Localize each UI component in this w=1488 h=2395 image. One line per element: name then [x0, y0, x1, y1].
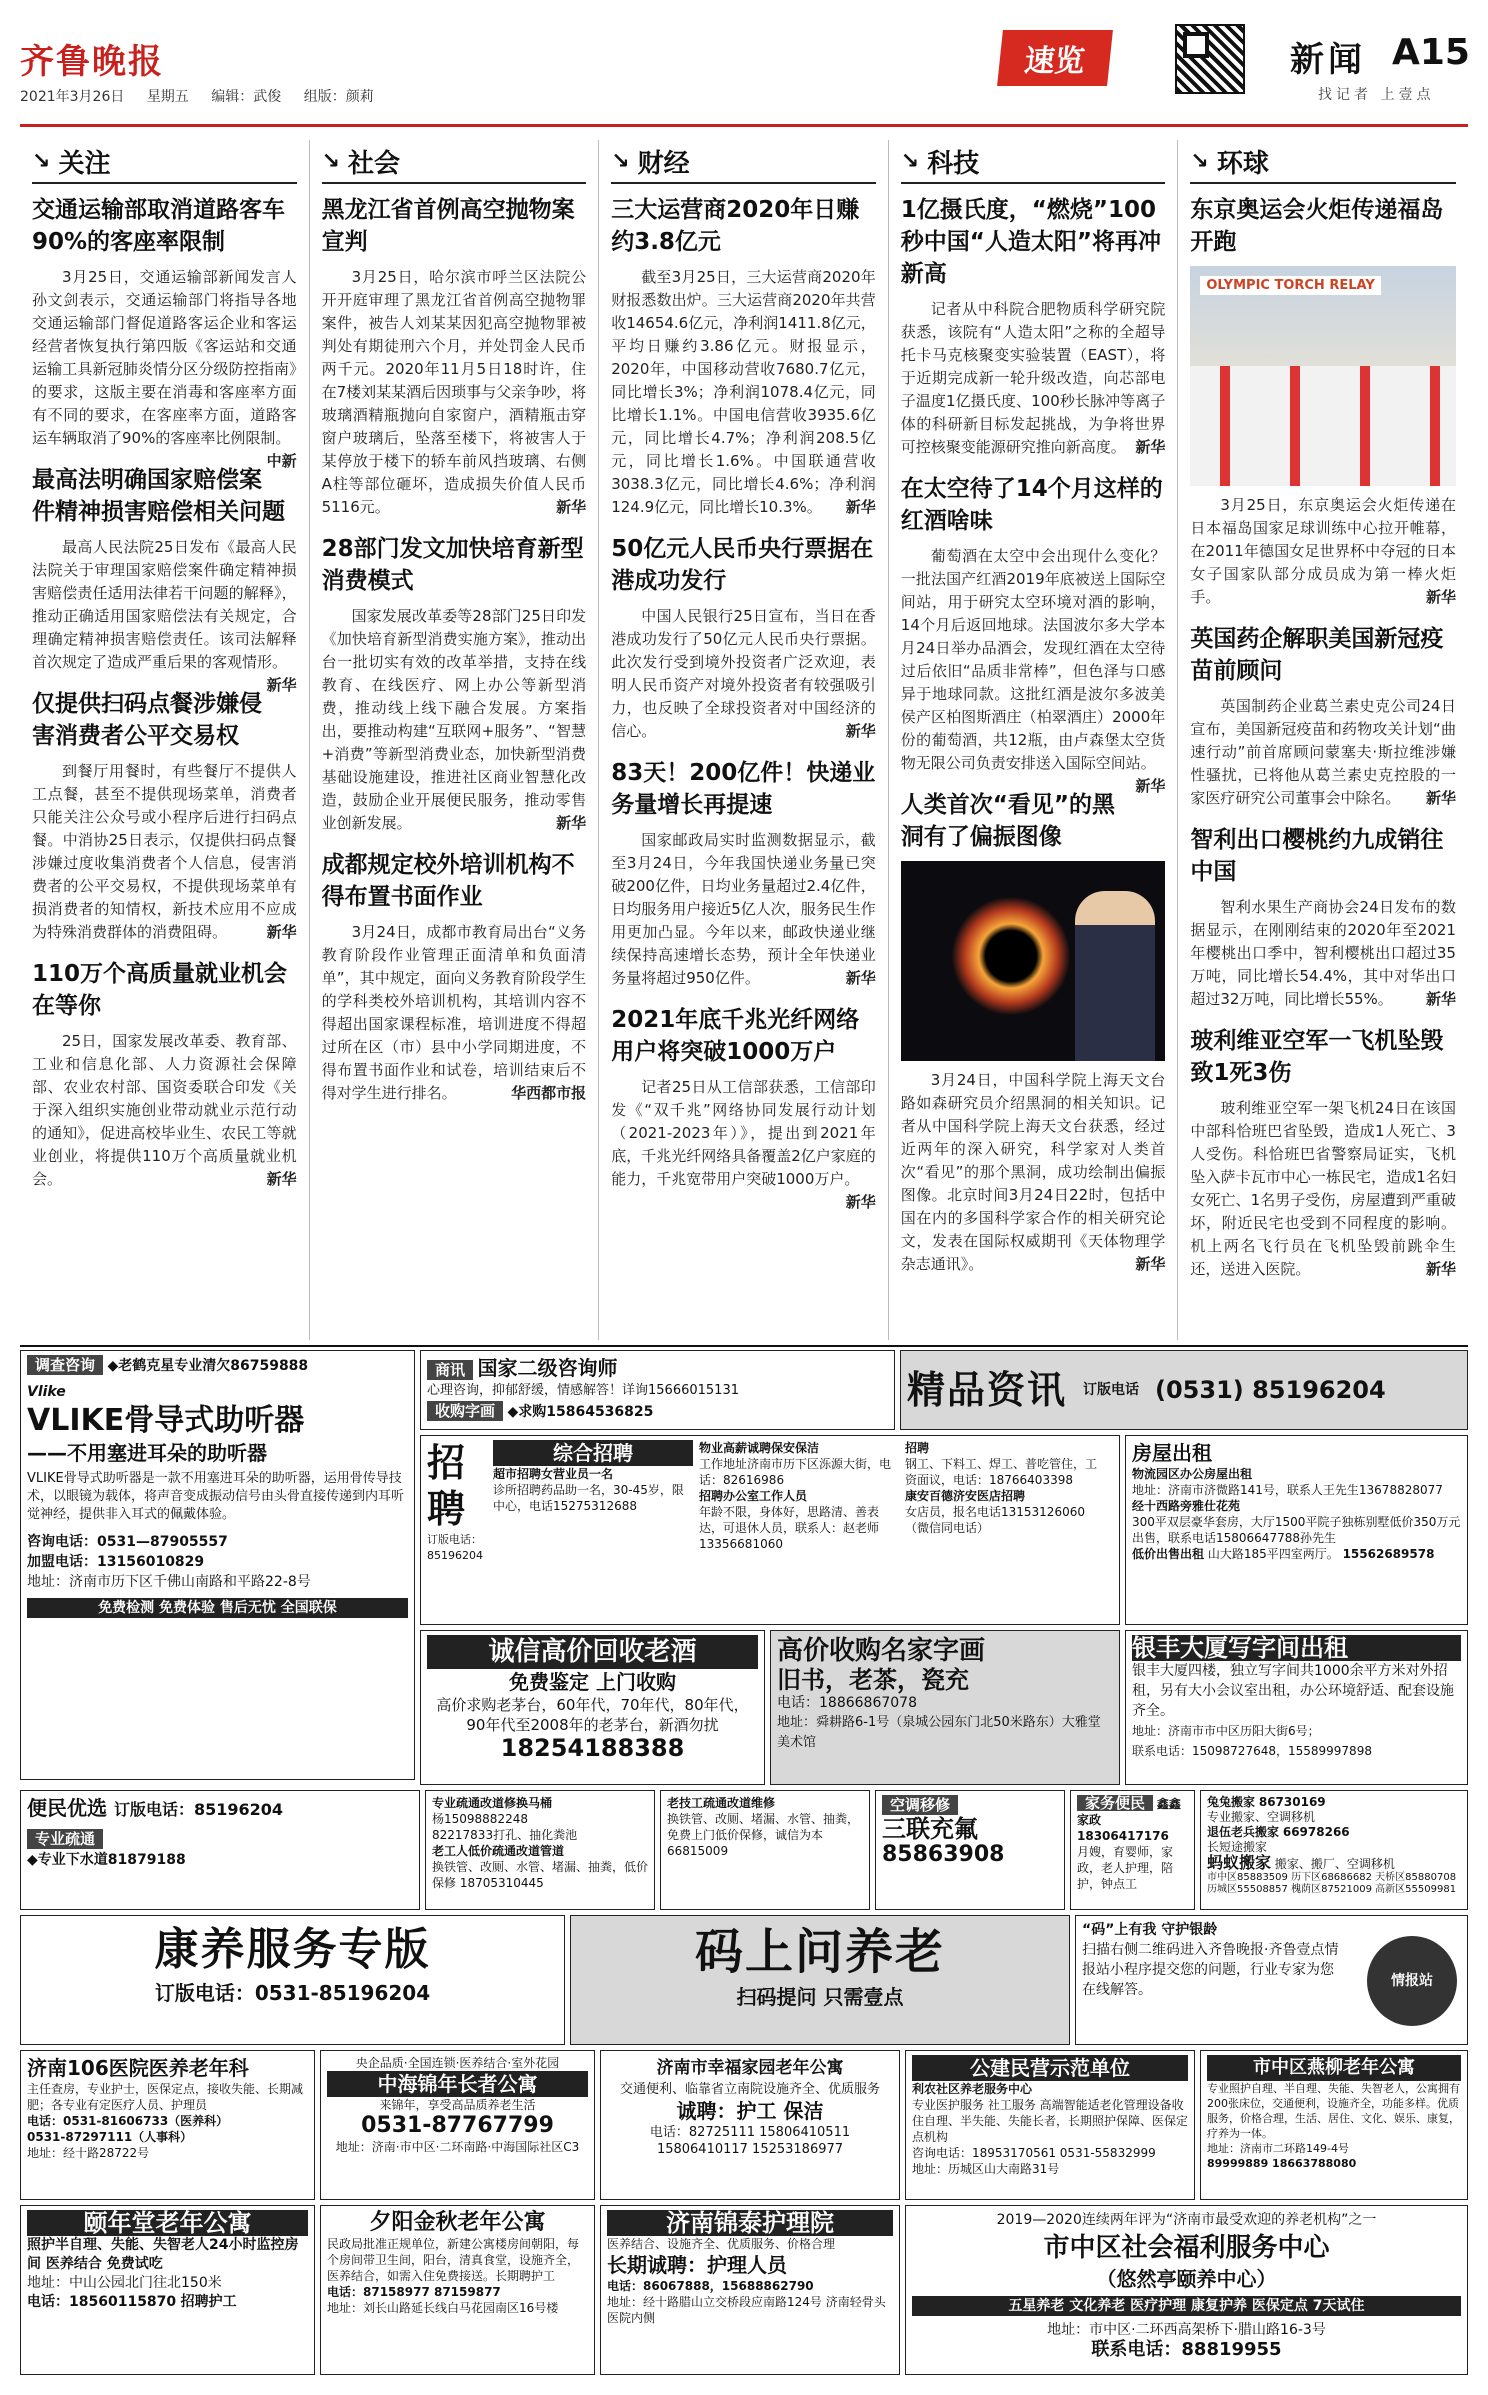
ad-recruit: 招聘护工	[180, 2294, 237, 2310]
ad-item-desc: 300平双层豪华套房，大厅1500平院子独栋别墅低价350万元出售，联系电话15806647788孙先生	[1132, 1515, 1461, 1545]
page-number: A15	[1392, 32, 1470, 73]
article	[611, 1004, 876, 1211]
ad-phone-label: 订版电话	[1083, 1382, 1140, 1398]
column-world	[1178, 140, 1468, 1340]
ad-title: 精品资讯	[907, 1368, 1068, 1412]
ad-phone: 订版电话：0531-85196204	[154, 1981, 431, 2005]
ad-sub: 收购字画 ◆求购15864536825	[427, 1401, 888, 1422]
article-headline[interactable]: 110万个高质量就业机会在等你	[32, 961, 288, 1019]
article-headline[interactable]: 1亿摄氏度，“燃烧”100秒中国“人造太阳”将再冲新高	[900, 197, 1162, 287]
ad-desc: 月嫂，育婴师，家政，老人护理，陪护，钟点工	[1077, 1845, 1174, 1891]
ad-desc: 长短途搬家	[1207, 1840, 1268, 1854]
ad-desc: VLIKE骨导式助听器是一款不用塞进耳朵的助听器，运用骨传导技术，以眼镜为载体，将声音变成振动信号由头骨直接传递到内耳听觉神经，提供非入耳式的佩戴体验。	[27, 1471, 405, 1522]
section-name: 新闻	[1290, 40, 1366, 80]
photo-banner: OLYMPIC TORCH RELAY	[1200, 276, 1380, 295]
article	[322, 194, 587, 519]
ad-title: 济南市幸福家园老年公寓	[656, 2058, 844, 2078]
article-headline[interactable]: 2021年底千兆光纤网络用户将突破1000万户	[611, 1007, 860, 1065]
article-headline[interactable]: 83天！200亿件！快递业务量增长再提速	[611, 760, 876, 818]
ad-title: 颐年堂老年公寓	[27, 2210, 308, 2236]
ad-desc: 专业医护服务 社工服务 高端智能适老化管理设备收住自理、半失能、失能长者，长期照护保障、医保定点机构	[912, 2098, 1189, 2144]
ad-office-rental[interactable]	[1125, 1630, 1468, 1785]
article-body: 25日，国家发展改革委、教育部、工业和信息化部、人力资源社会保障部、农业农村部、国资委联合印发《关于深入组织实施创业带动就业示范行动的通知》，促进高校毕业生、农民工等就业创业，将提供110万个高质量就业机会。 新华	[32, 1030, 297, 1191]
article-body: 中国人民银行25日宣布，当日在香港成功发行了50亿元人民币央行票据。此次发行受到境外投资者广泛欢迎，表明人民币资产对境外投资者有较强吸引力，也反映了全球投资者对中国经济的信心。 新华	[611, 605, 876, 743]
ad-tags: 央企品质·全国连锁·医养结合·室外花园	[355, 2056, 560, 2070]
newspaper-logo: 齐鲁晚报	[20, 42, 164, 82]
ad-subtitle: 旧书，老茶，瓷充	[777, 1666, 969, 1694]
ad-phone: 联系电话：88819955	[1091, 2339, 1282, 2360]
article-body: 到餐厅用餐时，有些餐厅不提供人工点餐，甚至不提供现场菜单，消费者只能关注公众号或小程序后进行扫码点餐。中消协25日表示，仅提供扫码点餐涉嫌过度收集消费者个人信息，侵害消费者的公平交易权，不提供现场菜单有损消费者的知情权，新技术应用不应成为特殊消费群体的消费阻碍。 新华	[32, 760, 297, 944]
article-headline[interactable]: 仅提供扫码点餐涉嫌侵害消费者公平交易权	[32, 691, 262, 749]
ad-address: 地址：济南市二环路149-4号	[1207, 2142, 1349, 2155]
ad-title: 国家二级咨询师	[477, 1356, 618, 1380]
ad-phone: (0531) 85196204	[1155, 1376, 1386, 1404]
article-headline[interactable]: 玻利维亚空军一飞机坠毁致1死3伤	[1190, 1028, 1444, 1086]
article-body: 3月24日，中国科学院上海天文台路如森研究员介绍黑洞的相关知识。记者从中国科学院上海天文台获悉，经过近两年的深入研究，科学家对人类首次“看见”的那个黑洞，成功绘制出偏振图像。北京时间3月24日22时，包括中国在内的多国科学家合作的相关研究论文，发表在国际权威期刊《天体物理学杂志通讯》。 新华	[901, 1069, 1166, 1276]
article-body: 记者从中科院合肥物质科学研究院获悉，该院有“人造太阳”之称的全超导托卡马克核聚变实验装置（EAST），将于近期完成新一轮升级改造，向芯部电子温度1亿摄氏度、100秒长脉冲等离子体的科研新目标发起挑战，为争将世界可控核聚变能源研究推向新高度。 新华	[901, 298, 1166, 459]
ad-gongjian[interactable]	[905, 2050, 1195, 2200]
article-headline[interactable]: 东京奥运会火炬传递福岛开跑	[1190, 197, 1444, 255]
article-body: 智利水果生产商协会24日发布的数据显示，在刚刚结束的2020年至2021年樱桃出口季中，智利樱桃出口超过35万吨，同比增长54.4%，其中对华出口超过32万吨，同比增长55%。 新华	[1190, 896, 1456, 1011]
ad-desc: 民政局批准正规单位，新建公寓楼房间朝阳，每个房间带卫生间，阳台，清真食堂，设施齐全，医养结合，如需入住免费接送。长期聘护工	[327, 2237, 580, 2283]
runners-figure	[1190, 366, 1456, 486]
ad-phone: 0531-87297111（人事科）	[27, 2130, 193, 2144]
ad-phone: 66978266	[1282, 1825, 1350, 1839]
article	[1190, 623, 1456, 810]
ad-title: VLIKE骨导式助听器	[27, 1403, 305, 1438]
ad-address: 地址：经十路28722号	[27, 2146, 150, 2160]
ad-ac[interactable]	[875, 1790, 1065, 1910]
ad-title: 招聘	[427, 1441, 468, 1531]
article-body: 3月25日，东京奥运会火炬传递在日本福岛国家足球训练中心拉开帷幕，在2011年德国女足世界杯中夺冠的日本女子国家队部分成员成为第一棒火炬手。 新华	[1190, 494, 1456, 609]
ad-subtitle: 利农社区养老服务中心	[912, 2082, 1033, 2096]
black-hole-image	[951, 896, 1071, 1016]
ad-item-title: 老工人低价疏通改道管道	[432, 1844, 565, 1858]
ad-phone: 18254188388	[500, 1734, 685, 1762]
ad-label: 空调移修	[882, 1795, 958, 1815]
ad-phone: 咨询电话：18953170561 0531-55832999	[912, 2146, 1156, 2160]
article-headline[interactable]: 在太空待了14个月这样的红酒啥味	[900, 476, 1163, 534]
ad-item-desc: 山大路185平四室两厅。	[1207, 1547, 1339, 1561]
article-source: 新华	[845, 722, 876, 740]
article-body: 最高人民法院25日发布《最高人民法院关于审理国家赔偿案件确定精神损害赔偿责任适用法律若干问题的解释》，推动正确适用国家赔偿法有关规定，合理确定精神损害赔偿责任。该司法解释首次规定了造成严重后果的客观情形。 新华	[32, 536, 297, 674]
ad-phone: 电话：86067888，15688862790	[607, 2279, 814, 2293]
editor: 编辑：武俊	[211, 89, 282, 105]
article-body: 玻利维亚空军一架飞机24日在该国中部科恰班巴省坠毁，造成1人死亡、3人受伤。科恰班巴省警察局证实，飞机坠入萨卡瓦市中心一栋民宅，造成1名妇女死亡、1名男子受伤，房屋遭到严重破坏，附近民宅也受到不同程度的影响。机上两名飞行员在飞机坠毁前跳伞生还，送进入医院。 新华	[1190, 1097, 1456, 1281]
ad-item-desc: 82217833打孔、抽化粪池	[432, 1828, 578, 1842]
article-source: 新华	[556, 814, 587, 832]
ad-address: 地址：舜耕路6-1号（泉城公园东门北50米路东）大雅堂美术馆	[777, 1715, 1101, 1750]
ad-title: 房屋出租	[1132, 1441, 1212, 1465]
article-headline[interactable]: 智利出口樱桃约九成销往中国	[1190, 827, 1444, 885]
article-body: 国家邮政局实时监测数据显示，截至3月24日，今年我国快递业务量已突破200亿件，日均业务量超过2.4亿件，日均服务用户接近5亿人次，服务民生作用更加凸显。今年以来，邮政快递业继续保持高速增长态势，预计全年快递业务量将超过950亿件。 新华	[611, 829, 876, 990]
black-hole-photo	[901, 861, 1166, 1061]
article	[1190, 194, 1456, 609]
torch-relay-photo	[1190, 266, 1456, 486]
ad-item-title: 招聘	[905, 1441, 930, 1455]
article-source: 新华	[1425, 1260, 1456, 1278]
ad-consult[interactable]	[420, 1350, 895, 1430]
article-headline[interactable]: 英国药企解职美国新冠疫苗前顾问	[1190, 626, 1444, 684]
column-title: 财经	[637, 148, 690, 179]
ad-item-title: 老技工疏通改道维修	[667, 1796, 776, 1810]
ad-zhonghai[interactable]	[320, 2050, 595, 2200]
article-source: 新华	[1425, 588, 1456, 606]
ad-label: 商讯	[427, 1360, 473, 1380]
column-focus	[20, 140, 310, 1340]
ad-tags: 五星养老 文化养老 医疗护理 康复护养 医保定点 7天试住	[912, 2296, 1461, 2316]
article-source: 新华	[845, 1193, 876, 1211]
article-source: 新华	[1425, 789, 1456, 807]
ad-desc: 高价求购老茅台，60年代，70年代，80年代，90年代至2008年的老茅台，新酒勿扰	[436, 1696, 749, 1734]
article-body: 英国制药企业葛兰素史克公司24日宣布，美国新冠疫苗和药物攻关计划“曲速行动”前首席顾问蒙塞夫·斯拉维涉嫌性骚扰，已将他从葛兰素史克控股的一家医疗研究公司董事会中除名。 新华	[1190, 695, 1456, 810]
ad-item-title: 专业疏通改道修换马桶	[432, 1796, 553, 1810]
article-source: 新华	[1135, 1255, 1166, 1273]
ad-address: 地址：刘长山路延长线白马花园南区16号楼	[327, 2301, 559, 2315]
column-header	[901, 140, 1166, 184]
article-source: 新华	[1135, 438, 1166, 456]
article-source: 新华	[1135, 777, 1166, 795]
ad-title: 中海锦年长者公寓	[327, 2071, 588, 2097]
news-columns	[20, 140, 1468, 1340]
ad-xiyang[interactable]	[320, 2205, 595, 2375]
ad-address: 地址：济南市市中区历阳大街6号；	[1132, 1724, 1320, 1738]
ad-item-desc: 女店员，报名电话13153126060（微信同电话）	[905, 1505, 1085, 1535]
ad-item-desc: 换铁管、改厕、水管、堵漏、抽粪，低价保修 18705310445	[432, 1860, 649, 1890]
column-title: 社会	[348, 148, 401, 179]
article-headline[interactable]: 人类首次“看见”的黑洞有了偏振图像	[900, 792, 1116, 850]
ad-recruit: 诚聘：护工 保洁	[676, 2099, 824, 2123]
ad-label: 家务便民	[1077, 1795, 1153, 1811]
arrow-icon: ↘	[321, 148, 341, 174]
ad-premium[interactable]	[900, 1350, 1468, 1430]
ad-home[interactable]	[1070, 1790, 1195, 1910]
arrow-icon: ↘	[1190, 148, 1209, 174]
ad-elderly-banner[interactable]	[20, 1915, 565, 2045]
article-body: 截至3月25日，三大运营商2020年财报悉数出炉。三大运营商2020年共营收14654.6亿元，净利润1411.8亿元，平均日赚约3.86亿元。财报显示，2020年，中国移动营收7680.7亿元，同比增长3%；净利润1078.4亿元，同比增长1.1%。中国电信营收3935.6亿元，同比增长4.7%；净利润208.5亿元，同比增长1.6%。中国联通营收3038.3亿元，同比增长4.6%；净利润124.9亿元，同比增长10.3%。 新华	[611, 266, 876, 519]
article-headline[interactable]: 交通运输部取消道路客车90%的客座率限制	[32, 197, 285, 255]
ad-title: 兔兔搬家	[1207, 1795, 1256, 1809]
ad-title: 市中区社会福利服务中心	[1043, 2233, 1330, 2263]
ad-award: 2019—2020连续两年评为“济南市最受欢迎的养老机构”之一	[996, 2212, 1377, 2228]
ad-phone: 订版电话：85196204	[427, 1533, 483, 1562]
article	[1190, 1025, 1456, 1281]
ad-title: 银丰大厦写字间出租	[1132, 1635, 1461, 1661]
ad-desc: 照护半自理、失能、失智老人24小时监控房间 医养结合 免费试吃	[27, 2237, 299, 2272]
ad-label: 调查咨询 ◆老鹤克星专业清欠86759888	[27, 1355, 408, 1376]
article	[611, 533, 876, 743]
column-header	[322, 140, 587, 184]
arrow-icon: ↘	[611, 148, 630, 174]
ad-title: 码上问养老	[694, 1924, 945, 1980]
ad-hospital-106[interactable]	[20, 2050, 315, 2200]
layout-editor: 组版：颜莉	[303, 89, 374, 105]
article-body: 记者25日从工信部获悉，工信部印发《“双千兆”网络协同发展行动计划（2021-2023年）》，提出到2021年底，千兆光纤网络具备覆盖2亿户家庭的能力，千兆宽带用户突破1000万户。 新华	[611, 1076, 876, 1191]
article-source: 新华	[845, 969, 876, 987]
ad-title: 公建民营示范单位	[912, 2055, 1188, 2081]
ad-desc: 专业搬家、空调移机	[1207, 1810, 1316, 1824]
ad-slogan: ——不用塞进耳朵的助听器	[27, 1441, 267, 1465]
ad-subtitle: 来锦年，享受高品质养老生活	[379, 2098, 536, 2112]
arrow-icon: ↘	[32, 148, 51, 174]
column-header	[611, 140, 876, 184]
ad-item-desc: 钢工、下料工、焊工、普吃管住，工资面议，电话：18766403398	[905, 1457, 1098, 1487]
article	[32, 958, 297, 1191]
article	[32, 464, 297, 694]
ad-desc: 主任查房，专业护士，医保定点，接收失能、长期减肥；各专业有定医疗人员、护理员	[27, 2082, 304, 2112]
ad-title: 蚂蚁搬家	[1207, 1853, 1272, 1872]
ad-subtitle: 综合招聘	[493, 1440, 693, 1466]
article-headline[interactable]: 50亿元人民币央行票据在港成功发行	[611, 536, 874, 594]
article	[611, 194, 876, 519]
article-source: 新华	[1425, 990, 1456, 1008]
header-rule	[20, 124, 1468, 127]
ad-recruit[interactable]	[420, 1435, 1120, 1625]
ad-item-title: 超市招聘女营业员一名	[493, 1467, 614, 1481]
ad-desc: 扫描右侧二维码进入齐鲁晚报·齐鲁壹点情报站小程序提交您的问题，行业专家为您在线解答。	[1082, 1942, 1339, 1998]
column-society	[310, 140, 600, 1340]
ad-item-desc: 诊所招聘药品助一名，30-45岁，限中心，电话15275312688	[493, 1483, 684, 1513]
column-tech	[889, 140, 1179, 1340]
issue-meta	[20, 86, 392, 106]
ad-desc: 专业照护自理、半自理、失能、失智老人，公寓拥有200张床位，交通便利，设施齐全，功能多样。优质服务，价格合理，生活、居住、文化、娱乐、康复，疗养为一体。	[1207, 2082, 1460, 2140]
ad-slogan: “码”上有我 守护银龄	[1082, 1922, 1218, 1938]
article	[901, 789, 1166, 1276]
article-headline[interactable]: 28部门发文加快培育新型消费模式	[321, 536, 584, 594]
ad-footer: 免费检测 免费体验 售后无忧 全国联保	[27, 1598, 408, 1618]
ad-item-title: 物业高薪诚聘保安保洁	[699, 1441, 820, 1455]
ad-phone: 加盟电话：13156010829	[27, 1554, 205, 1570]
article-body: 国家发展改革委等28部门25日印发《加快培育新型消费实施方案》，推动出台一批切实有效的改革举措，支持在线教育、在线医疗、网上办公等新型消费，推动线上线下融合发展。方案指出，要推动构建“互联网+服务”、“智慧+消费”等新型消费业态，加快新型消费基础设施建设，推进社区商业智慧化改造，鼓励企业开展便民服务，推动零售业创新发展。 新华	[322, 605, 587, 835]
ad-code-desc[interactable]	[1075, 1915, 1468, 2045]
article	[322, 849, 587, 1105]
ad-phone: 杨15098882248	[432, 1812, 528, 1826]
ad-moving[interactable]	[1200, 1790, 1468, 1910]
article	[322, 533, 587, 835]
article-headline[interactable]: 三大运营商2020年日赚约3.8亿元	[611, 197, 860, 255]
issue-weekday: 星期五	[146, 89, 189, 105]
article-source: 新华	[266, 1170, 297, 1188]
ad-recruit: 长期诚聘：护理人员	[607, 2253, 787, 2277]
ad-title: 济南106医院医养老年科	[27, 2056, 249, 2080]
ad-divider	[20, 1345, 1468, 1347]
article-source: 华西都市报	[511, 1084, 587, 1102]
ad-phone: ◆专业下水道81879188	[27, 1852, 186, 1868]
ad-phone: 0531-87767799	[361, 2113, 554, 2138]
article-body: 3月25日，交通运输部新闻发言人孙文剑表示，交通运输部门将指导各地交通运输部门督促道路客运企业和客运经营者恢复执行第四版《客运站和交通运输工具新冠肺炎情分区分级防控指南》的要求，这版主要在消毒和客座率方面有不同的要求，在客座率方面，道路客运车辆取消了90%的客座率比例限制。 中新	[32, 266, 297, 450]
ad-yinian[interactable]	[20, 2205, 315, 2375]
article	[901, 194, 1166, 459]
ad-item-desc: 年龄不限，身体好，思路清、善表达，可退休人员，联系人：赵老师 13356681060	[699, 1505, 880, 1551]
ad-address: 地址：市中区·二环西高架桥下·腊山路16-3号	[1047, 2322, 1326, 2338]
article-source: 新华	[845, 498, 876, 516]
ad-old-worker[interactable]	[660, 1790, 870, 1910]
article-body: 葡萄酒在太空中会出现什么变化？一批法国产红酒2019年底被送上国际空间站，用于研究太空环境对酒的影响，14个月后返回地球。法国波尔多大学本月24日举办品酒会，发现红酒在太空待过后依旧“品质非常棒”，但色泽与口感异于地球同款。这批红酒是波尔多波美侯产区柏图斯酒庄（柏翠酒庄）2000年份的葡萄酒，共12瓶，由卢森堡太空货物无限公司负责安排送入国际空间站。 新华	[901, 545, 1166, 775]
article-source: 新华	[266, 676, 297, 694]
ad-title: 退伍老兵搬家	[1207, 1825, 1280, 1839]
ad-xingfu[interactable]	[600, 2050, 900, 2200]
info-station-icon: 情报站	[1367, 1936, 1457, 2026]
article-headline[interactable]: 黑龙江省首例高空抛物案宣判	[321, 197, 575, 255]
ad-title: 夕阳金秋老年公寓	[369, 2210, 546, 2235]
ad-title: 诚信高价回收老酒	[427, 1635, 758, 1669]
ad-item-desc: 地址：济南市济微路141号，联系人王先生13678828077	[1132, 1483, 1443, 1497]
ad-item-title: 康安百德济安医店招聘	[905, 1489, 1026, 1503]
ad-jintai[interactable]	[600, 2205, 900, 2375]
ad-phone: 电话：87158977 87159877	[327, 2285, 501, 2299]
column-title: 环球	[1216, 148, 1269, 179]
ad-address: 地址：济南市历下区千佛山南路和平路22-8号	[27, 1574, 311, 1590]
ad-phone: 联系电话：15098727648，15589997898	[1132, 1744, 1372, 1758]
ad-phone: 85863908	[882, 1842, 1005, 1867]
ad-item-title: 低价出售出租	[1132, 1547, 1205, 1561]
ad-item-title: 物流园区办公房屋出租	[1132, 1467, 1253, 1481]
arrow-icon: ↘	[900, 148, 920, 174]
ad-phone: 86730169	[1258, 1795, 1326, 1809]
ad-subtitle: 扫码提问 只需壹点	[736, 1985, 904, 2009]
column-title: 科技	[927, 148, 980, 179]
ad-title: 康养服务专版	[154, 1924, 431, 1975]
ad-title: 便民优选 订版电话：85196204	[27, 1796, 284, 1820]
ad-code-elderly[interactable]	[570, 1915, 1070, 2045]
issue-date: 2021年3月26日	[20, 89, 125, 105]
ad-phone: 电话：82725111 15806410511 15806410117 15253186977	[649, 2125, 851, 2157]
ad-address: 地址：经十路腊山立交桥段应南路124号 济南轻骨头医院内侧	[607, 2295, 886, 2325]
ad-title: 济南锦泰护理院	[607, 2210, 893, 2236]
ad-desc: 交通便利、临靠省立南院设施齐全、优质服务	[619, 2082, 880, 2097]
ad-title: 三联充氟	[882, 1815, 978, 1843]
ad-desc: 银丰大厦四楼，独立写字间共1000余平方米对外招租，另有大小会议室出租，办公环境舒适、配套设施齐全。	[1132, 1663, 1454, 1719]
ad-item-desc: 换铁管、改厕、堵漏、水管、抽粪，免费上门低价保修，诚信为本 66815009	[667, 1812, 860, 1858]
ad-address: 地址：历城区山大南路31号	[912, 2162, 1060, 2176]
ad-title: 鑫鑫家政18306417176	[1077, 1797, 1181, 1843]
ad-phone: 电话：18560115870	[27, 2294, 177, 2310]
researcher-figure	[1075, 891, 1155, 1061]
ad-collect-wine[interactable]	[420, 1630, 765, 1785]
article	[611, 757, 876, 990]
ad-phone: 市中区85883509 历下区68686682 天桥区85880708 历城区55508857 槐荫区87521009 高新区55509981	[1207, 1872, 1457, 1895]
ad-phone: 15562689578	[1342, 1547, 1435, 1561]
masthead	[20, 20, 1468, 130]
ad-sub: 专业疏通	[27, 1829, 413, 1850]
ad-hearing-aid[interactable]	[20, 1350, 415, 1780]
ad-antiques[interactable]	[770, 1630, 1120, 1785]
classified-ads	[20, 1350, 1468, 2380]
article	[900, 473, 1166, 795]
ad-phone: 电话：18866867078	[777, 1695, 917, 1711]
ad-subtitle: 免费鉴定 上门收购	[509, 1670, 676, 1694]
ad-drain[interactable]	[425, 1790, 655, 1910]
ad-address: 地址：中山公园北门往北150米	[27, 2275, 222, 2291]
article-source: 新华	[266, 923, 297, 941]
ad-phone: 咨询电话：0531—87905557	[27, 1534, 228, 1550]
article-source: 中新	[266, 452, 297, 470]
ad-bianmin[interactable]	[20, 1790, 420, 1910]
ad-title: 市中区燕柳老年公寓	[1207, 2055, 1461, 2081]
column-title: 关注	[58, 148, 111, 179]
brand-logo: Vlike	[27, 1384, 66, 1400]
article-source: 新华	[556, 498, 587, 516]
article-headline[interactable]: 最高法明确国家赔偿案件精神损害赔偿相关问题	[32, 467, 285, 525]
ad-yanliu[interactable]	[1200, 2050, 1468, 2200]
article-headline[interactable]: 成都规定校外培训机构不得布置书面作业	[321, 852, 575, 910]
ad-desc: 医养结合、设施齐全、优质服务、价格合理	[607, 2237, 836, 2251]
ad-phone: 电话：0531-81606733（医养科）	[27, 2114, 229, 2128]
ad-phone: 89999889 18663788080	[1207, 2157, 1357, 2170]
article-body: 3月24日，成都市教育局出台“义务教育阶段作业管理正面清单和负面清单”，其中规定，面向义务教育阶段学生的学科类校外培训机构，其培训内容不得超出国家课程标准，培训进度不得超过所在区（市）县中小学同期进度，不得布置书面作业和试卷，培训结束后不得对学生进行排名。 华西都市报	[322, 921, 587, 1105]
column-finance	[599, 140, 889, 1340]
article	[32, 194, 297, 470]
ad-desc: 搬家、搬厂、空调移机	[1274, 1857, 1395, 1871]
article	[1190, 824, 1456, 1011]
ad-item-title: 招聘办公室工作人员	[699, 1489, 808, 1503]
ad-item-title: 经十西路旁雅仕花苑	[1132, 1499, 1241, 1513]
article-body: 3月25日，哈尔滨市呼兰区法院公开开庭审理了黑龙江省首例高空抛物罪案件，被告人刘某某因犯高空抛物罪被判处有期徒刑六个月，并处罚金人民币两千元。2020年11月5日18时许，住在7楼刘某某酒后因琐事与父亲争吵，将玻璃酒精瓶抛向自家窗户，酒精瓶击穿窗户玻璃后，坠落至楼下，将被害人于某停放于楼下的轿车前风挡玻璃、右侧A柱等部位砸坏，造成损失价值人民币5116元。 新华	[322, 266, 587, 519]
ad-welfare[interactable]	[905, 2205, 1468, 2375]
ad-property[interactable]	[1125, 1435, 1468, 1625]
ad-item-desc: 工作地址济南市历下区泺源大街，电话：82616986	[699, 1457, 892, 1487]
reporter-note: 找记者 上壹点	[1318, 87, 1435, 103]
qr-code-icon	[1175, 24, 1245, 94]
column-header	[32, 140, 297, 184]
ad-desc: 心理咨询，抑郁舒缓，情感解答！详询15666015131	[427, 1383, 739, 1398]
ad-title: 高价收购名家字画	[777, 1636, 986, 1666]
ad-address: 地址：济南·市中区·二环南路·中海国际社区C3	[335, 2140, 580, 2154]
column-header	[1190, 140, 1456, 184]
ad-subtitle: （悠然亭颐养中心）	[1096, 2267, 1277, 2291]
article	[32, 688, 297, 944]
section-badge: 速览	[997, 30, 1113, 86]
